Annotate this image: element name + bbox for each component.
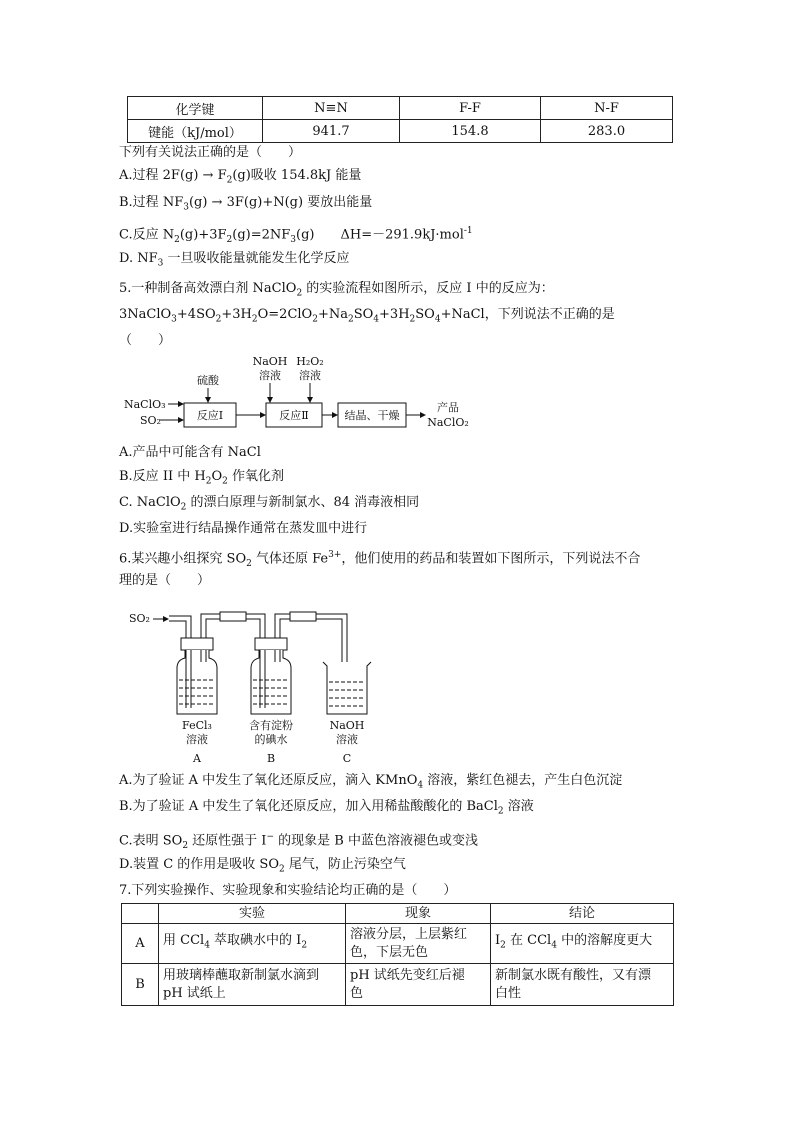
beaker-c [323,662,371,714]
table-cell: 键能（kJ/mol） [128,120,263,143]
table-row [122,964,674,1006]
q6-stem-cont: 理的是（ ） [119,573,211,588]
bottle-a-letter: A [193,752,201,765]
flow-product-formula: NaClO₂ [427,416,469,429]
q6-option-c: C.表明 $SO_2$ 还原性强于 I− 的现象是 B 中蓝色溶液褪色或变浅 [119,832,478,851]
bottle-b-letter: B [266,752,276,765]
table-cell: 941.7 [263,120,400,143]
table-cell: N≡N [263,97,400,120]
q7-stem: 7.下列实验操作、实验现象和实验结论均正确的是（ ） [119,883,457,898]
table-row [128,120,673,143]
table-row [122,924,674,964]
table-cell: 化学键 [128,97,263,120]
flow-input-naclo3: NaClO₃ [124,398,166,411]
q5-equation: $3NaClO_3+4SO_2+3H_2O=2ClO_2+Na_2SO_4+3H_2SO_4+NaCl$，下列说法不正确的是 [119,307,615,325]
q7-experiment-table [121,903,674,1006]
table-cell: 用玻璃棒蘸取新制氯水滴到 pH 试纸上 [159,964,346,1006]
q5-paren: （ ） [119,333,172,348]
flow-product: 产品 [437,401,459,414]
bottle-b-label: 含有淀粉 [249,719,293,732]
beaker-c-label2: 溶液 [336,733,358,746]
flow-box1-label: 反应Ⅰ [196,409,224,422]
q4-prompt: 下列有关说法正确的是（ ） [119,145,302,160]
q4-option-c: C.反应 $N_2(g)+3F_2(g)=2NF_3(g)$ ΔH=－291.9kJ·mol$^{-1}$ [119,226,473,245]
table-cell: 现象 [346,904,491,924]
table-cell: 实验 [159,904,346,924]
flow-reagent-h2o2: H₂O₂ [296,355,324,368]
bottle-b [251,638,291,714]
q6-apparatus-diagram [125,608,385,768]
table-cell: 154.8 [400,120,541,143]
q6-option-a: A.为了验证 A 中发生了氧化还原反应，滴入 KMnO$_4$ 溶液，紫红色褪去，产生白色沉淀 [119,773,623,791]
beaker-c-letter: C [342,752,352,765]
bottle-a-label2: 溶液 [186,733,208,746]
q4-option-b: B.过程 $NF_3(g) \to 3F(g)+N(g)$ 要放出能量 [119,195,373,213]
q5-option-d: D.实验室进行结晶操作通常在蒸发皿中进行 [119,521,368,536]
beaker-c-label: NaOH [329,719,365,732]
q5-option-b: B.反应 II 中 $H_2O_2$ 作氧化剂 [119,469,284,487]
q4-option-a: A.过程 $2F(g) \to F_2(g)$吸收 154.8kJ 能量 [119,168,362,186]
flow-input-so2: SO₂ [140,414,161,427]
bottle-a [177,638,217,714]
table-cell: N-F [541,97,673,120]
q5-option-a: A.产品中可能含有 NaCl [119,445,261,460]
table-cell: F-F [400,97,541,120]
flow-reagent-naoh-sol: 溶液 [259,369,281,382]
table-cell: pH 试纸先变红后褪 色 [346,964,491,1006]
table-cell: $I_2$ 在 CCl$_4$ 中的溶解度更大 [491,924,674,964]
flow-box2-label: 反应Ⅱ [279,409,309,422]
table-cell: 结论 [491,904,674,924]
table-header-row [122,904,674,924]
flow-reagent-naoh: NaOH [252,355,288,368]
q6-stem: 6.某兴趣小组探究 $SO_2$ 气体还原 $Fe^{3+}$，他们使用的药品和装置如下图所示，下列说法不合 [119,550,641,569]
bottle-b-label2: 的碘水 [254,733,288,746]
q6-option-d: D.装置 C 的作用是吸收 $SO_2$ 尾气，防止污染空气 [119,857,406,875]
table-cell: A [122,924,159,964]
inlet-so2-label: SO₂ [129,612,150,625]
q6-option-b: B.为了验证 A 中发生了氧化还原反应，加入用稀盐酸酸化的 BaCl$_2$ 溶液 [119,799,534,817]
table-cell: 新制氯水既有酸性，又有漂 白性 [491,964,674,1006]
flow-reagent-sulfuric: 硫酸 [197,374,219,387]
bond-energy-table [127,96,673,143]
table-cell: 溶液分层，上层紫红 色，下层无色 [346,924,491,964]
q5-flow-diagram [120,350,480,435]
bottle-a-label: FeCl₃ [182,719,212,732]
table-header-row [128,97,673,120]
flow-reagent-h2o2-sol: 溶液 [299,369,321,382]
table-cell: 283.0 [541,120,673,143]
table-cell: 用 CCl$_4$ 萃取碘水中的 $I_2$ [159,924,346,964]
table-cell: B [122,964,159,1006]
q5-option-c: C. NaClO$_2$ 的漂白原理与新制氯水、84 消毒液相同 [119,495,420,513]
q5-stem: 5.一种制备高效漂白剂 NaClO$_2$ 的实验流程如图所示，反应 I 中的反应为： [119,281,554,299]
flow-box3-label: 结晶、干燥 [344,409,400,422]
table-cell [122,904,159,924]
q4-option-d: D. $NF_3$ 一旦吸收能量就能发生化学反应 [119,251,350,269]
